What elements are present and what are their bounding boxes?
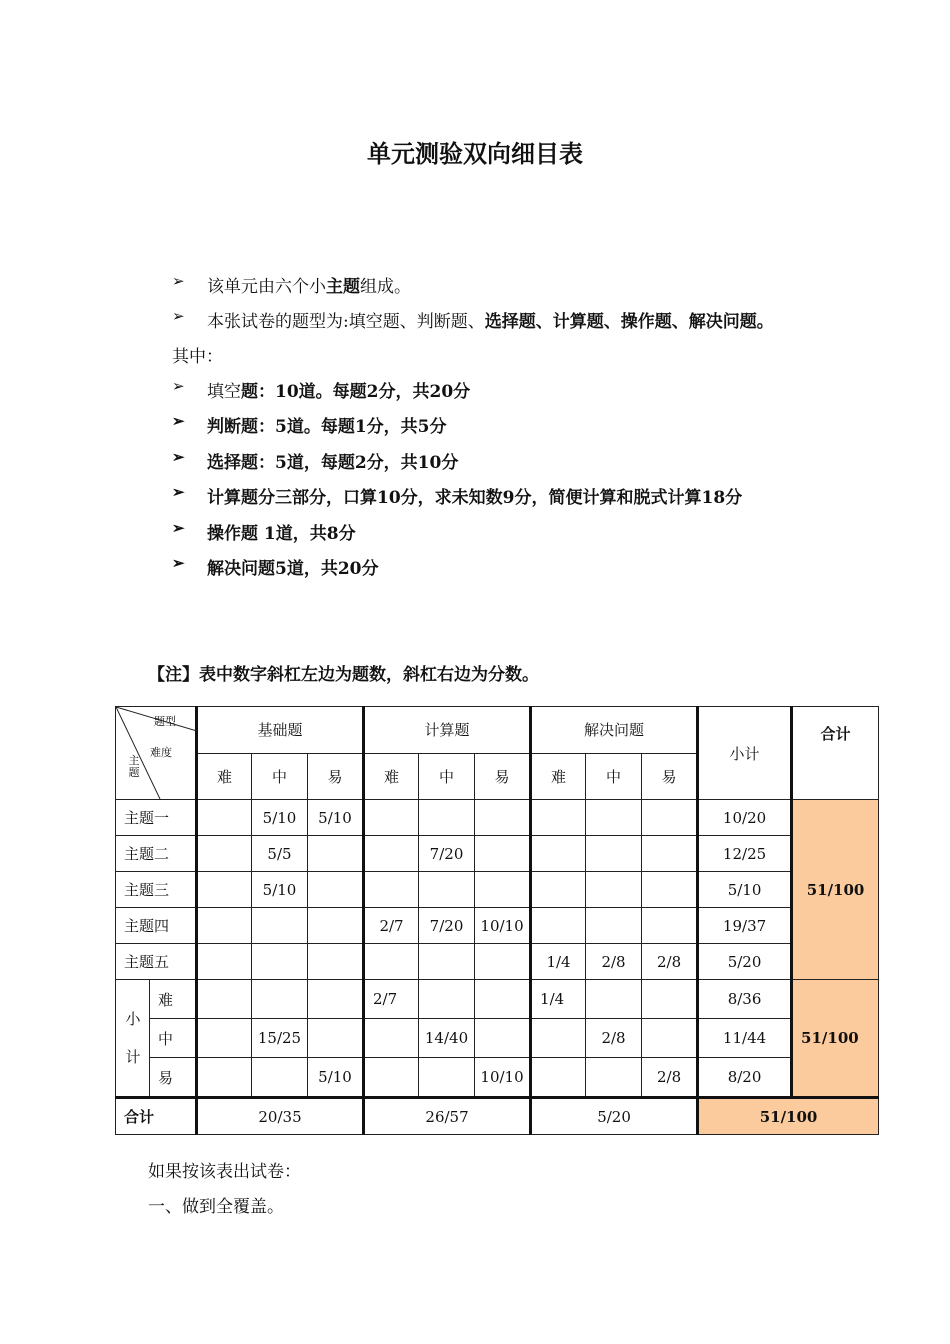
row-subtotal: 11/44 (698, 1019, 792, 1058)
level-mid: 中 (252, 753, 308, 800)
row-label: 主题一 (116, 800, 197, 836)
arrow-bullet-icon: ➢ (172, 483, 185, 501)
arrow-bullet-icon: ➢ (172, 272, 185, 290)
cell: 5/10 (252, 872, 308, 908)
topics-total: 51/100 (792, 800, 879, 980)
table-row (116, 800, 879, 836)
total-basic: 20/35 (197, 1098, 364, 1135)
cell (642, 980, 698, 1019)
cell: 2/8 (586, 1019, 642, 1058)
group-solve: 解决问题 (531, 707, 698, 754)
cell (252, 1058, 308, 1098)
total-row-label: 合计 (116, 1098, 197, 1135)
cell (308, 980, 364, 1019)
cell (531, 908, 586, 944)
table-row (116, 980, 879, 1019)
cell (642, 836, 698, 872)
arrow-bullet-icon: ➢ (172, 377, 185, 395)
cell: 5/10 (308, 1058, 364, 1098)
cell (586, 1058, 642, 1098)
cell (308, 836, 364, 872)
cell: 1/4 (531, 944, 586, 980)
row-subtotal: 8/36 (698, 980, 792, 1019)
total-header: 合计 (792, 707, 879, 800)
cell (586, 908, 642, 944)
corner-cell (116, 707, 197, 800)
cell: 2/7 (364, 908, 419, 944)
cell: 7/20 (419, 836, 475, 872)
cell (308, 872, 364, 908)
table-row (116, 836, 879, 872)
row-subtotal: 12/25 (698, 836, 792, 872)
tail-line-2: 一、做到全覆盖。 (148, 1197, 284, 1217)
level-easy: 易 (308, 753, 364, 800)
level-label: 中 (150, 1019, 197, 1058)
arrow-bullet-icon: ➢ (172, 519, 185, 537)
row-label: 主题三 (116, 872, 197, 908)
spec-table (115, 706, 879, 1135)
row-subtotal: 5/10 (698, 872, 792, 908)
cell (364, 872, 419, 908)
table-row (116, 872, 879, 908)
levels-total: 51/100 (792, 980, 879, 1098)
cell (364, 1019, 419, 1058)
cell (586, 836, 642, 872)
cell (197, 1019, 252, 1058)
cell: 5/10 (308, 800, 364, 836)
cell: 14/40 (419, 1019, 475, 1058)
cell (364, 944, 419, 980)
cell (531, 872, 586, 908)
cell: 10/10 (475, 1058, 531, 1098)
arrow-bullet-icon: ➢ (172, 554, 185, 572)
table-row (116, 1058, 879, 1098)
corner-type-label: 题型 (154, 715, 176, 728)
cell (419, 800, 475, 836)
row-subtotal: 8/20 (698, 1058, 792, 1098)
level-mid: 中 (419, 753, 475, 800)
cell: 7/20 (419, 908, 475, 944)
arrow-bullet-icon: ➢ (172, 412, 185, 430)
cell: 10/10 (475, 908, 531, 944)
cell (364, 836, 419, 872)
cell (531, 1019, 586, 1058)
total-row (116, 1098, 879, 1135)
grand-total: 51/100 (698, 1098, 879, 1135)
cell (531, 836, 586, 872)
cell (197, 980, 252, 1019)
row-subtotal: 19/37 (698, 908, 792, 944)
level-mid: 中 (586, 753, 642, 800)
cell (197, 908, 252, 944)
group-basic: 基础题 (197, 707, 364, 754)
cell (197, 800, 252, 836)
cell (586, 980, 642, 1019)
arrow-bullet-icon: ➢ (172, 448, 185, 466)
cell: 1/4 (531, 980, 586, 1019)
tail-line-1: 如果按该表出试卷： (148, 1162, 301, 1182)
table-row (116, 944, 879, 980)
total-solve: 5/20 (531, 1098, 698, 1135)
corner-difficulty-label: 难度 (150, 746, 172, 759)
cell (197, 1058, 252, 1098)
cell (419, 872, 475, 908)
cell (197, 836, 252, 872)
cell (252, 908, 308, 944)
cell (642, 800, 698, 836)
page-title: 单元测验双向细目表 (367, 140, 583, 168)
cell: 2/8 (642, 1058, 698, 1098)
row-subtotal: 5/20 (698, 944, 792, 980)
cell (475, 800, 531, 836)
cell (197, 872, 252, 908)
level-hard: 难 (364, 753, 419, 800)
cell (475, 944, 531, 980)
table-note: 【注】表中数字斜杠左边为题数，斜杠右边为分数。 (148, 665, 539, 685)
total-calc: 26/57 (364, 1098, 531, 1135)
level-label: 易 (150, 1058, 197, 1098)
cell (531, 800, 586, 836)
cell (642, 908, 698, 944)
cell (419, 980, 475, 1019)
cell: 5/10 (252, 800, 308, 836)
subtotal-header: 小计 (698, 707, 792, 800)
cell (308, 944, 364, 980)
cell (475, 980, 531, 1019)
level-hard: 难 (197, 753, 252, 800)
table-row (116, 908, 879, 944)
cell (642, 1019, 698, 1058)
cell (586, 872, 642, 908)
cell (197, 944, 252, 980)
among-label: 其中： (172, 347, 223, 367)
cell (364, 1058, 419, 1098)
row-label: 主题五 (116, 944, 197, 980)
cell (419, 944, 475, 980)
cell: 2/7 (364, 980, 419, 1019)
cell: 15/25 (252, 1019, 308, 1058)
cell (475, 872, 531, 908)
cell (252, 980, 308, 1019)
cell (252, 944, 308, 980)
cell (475, 836, 531, 872)
row-subtotal: 10/20 (698, 800, 792, 836)
subtotal-vertical-label: 小 计 (116, 980, 150, 1098)
cell (475, 1019, 531, 1058)
level-easy: 易 (475, 753, 531, 800)
row-label: 主题四 (116, 908, 197, 944)
cell (642, 872, 698, 908)
cell: 2/8 (586, 944, 642, 980)
row-label: 主题二 (116, 836, 197, 872)
cell (308, 908, 364, 944)
cell (308, 1019, 364, 1058)
cell: 5/5 (252, 836, 308, 872)
cell (531, 1058, 586, 1098)
cell (364, 800, 419, 836)
group-calc: 计算题 (364, 707, 531, 754)
table-row (116, 1019, 879, 1058)
corner-topic-label: 主题 (128, 754, 140, 779)
cell (419, 1058, 475, 1098)
cell (586, 800, 642, 836)
level-easy: 易 (642, 753, 698, 800)
arrow-bullet-icon: ➢ (172, 307, 185, 325)
cell: 2/8 (642, 944, 698, 980)
level-label: 难 (150, 980, 197, 1019)
level-hard: 难 (531, 753, 586, 800)
